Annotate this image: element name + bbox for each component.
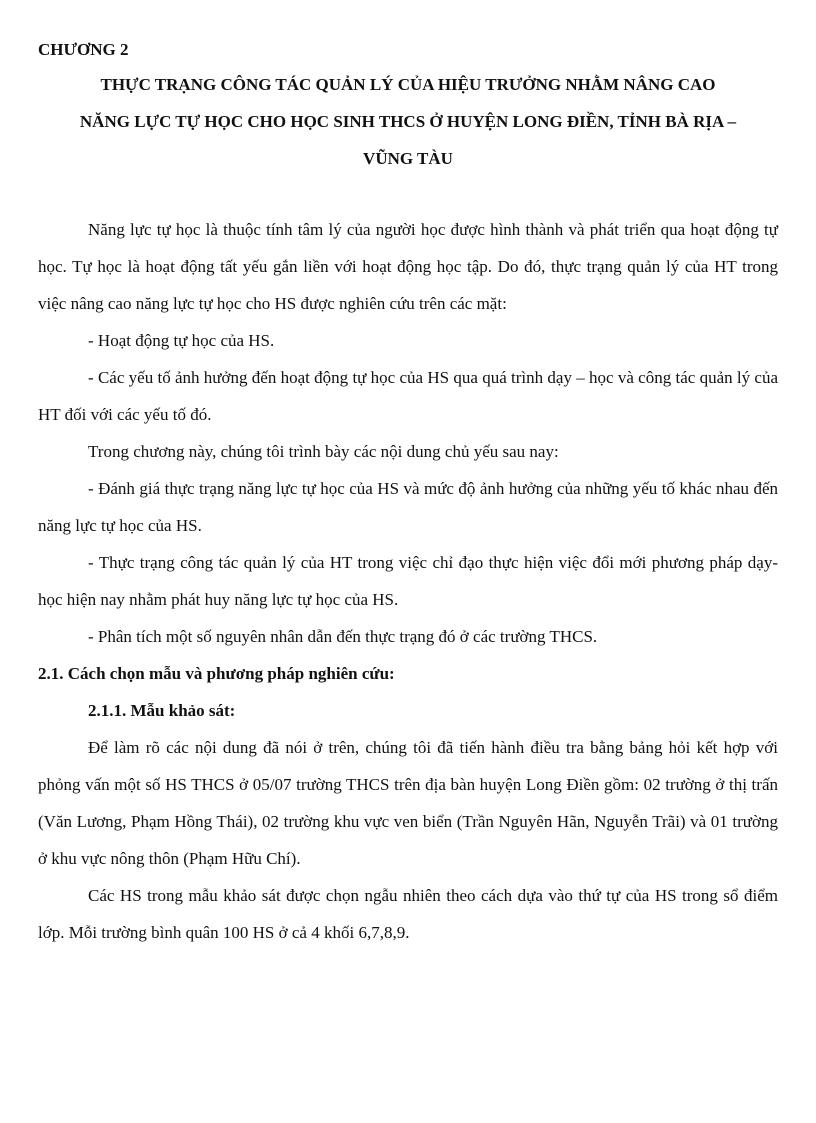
intro-bullet-4: - Thực trạng công tác quản lý của HT trong việc chỉ đạo thực hiện việc đổi mới phương pháp dạy- học hiện nay nhằm phát huy năng lực tự học của HS. xyxy=(38,553,778,609)
survey-paragraph-1: Để làm rõ các nội dung đã nói ở trên, chúng tôi đã tiến hành điều tra bằng bảng hỏi kết hợp với phỏng vấn một số HS THCS ở 05/07 trường THCS trên địa bàn huyện Long Điền gồm: 02 trường ở thị trấn (Văn Lương, Phạm Hồng Thái), 02 trường khu vực ven biển (Trần Nguyên Hãn, Nguyễn Trãi) và 01 trường ở khu vực nông thôn (Phạm Hữu Chí). xyxy=(38,738,778,868)
intro-bullet-5: - Phân tích một số nguyên nhân dẫn đến thực trạng đó ở các trường THCS. xyxy=(88,627,598,646)
intro-paragraph-1: Năng lực tự học là thuộc tính tâm lý của người học được hình thành và phát triển qua hoạt động tự học. Tự học là hoạt động tất yếu gắn liền với hoạt động học tập. Do đó, thực trạng quản lý của HT trong việc nâng cao năng lực tự học cho HS được nghiên cứu trên các mặt: xyxy=(38,220,778,313)
intro-paragraph-2: Trong chương này, chúng tôi trình bày các nội dung chủ yếu sau nay: xyxy=(88,442,559,461)
intro-bullet-2: - Các yếu tố ảnh hưởng đến hoạt động tự học của HS qua quá trình dạy – học và công tác quản lý của HT đối với các yếu tố đó. xyxy=(38,368,778,424)
subsection-heading-2-1-1: 2.1.1. Mẫu khảo sát: xyxy=(88,701,236,720)
intro-bullet-1: - Hoạt động tự học của HS. xyxy=(88,331,275,350)
chapter-body xyxy=(38,211,778,951)
document-page xyxy=(38,38,778,951)
chapter-title-line-2: NĂNG LỰC TỰ HỌC CHO HỌC SINH THCS Ở HUYỆN LONG ĐIỀN, TỈNH BÀ RỊA – xyxy=(79,112,737,131)
section-heading-2-1: 2.1. Cách chọn mẫu và phương pháp nghiên cứu: xyxy=(38,664,395,683)
chapter-label: CHƯƠNG 2 xyxy=(38,40,129,59)
chapter-title xyxy=(38,66,778,177)
survey-paragraph-2: Các HS trong mẫu khảo sát được chọn ngẫu nhiên theo cách dựa vào thứ tự của HS trong sổ điểm lớp. Mỗi trường bình quân 100 HS ở cả 4 khối 6,7,8,9. xyxy=(38,886,778,942)
intro-bullet-3: - Đánh giá thực trạng năng lực tự học của HS và mức độ ảnh hưởng của những yếu tố khác nhau đến năng lực tự học của HS. xyxy=(38,479,778,535)
chapter-title-line-1: THỰC TRẠNG CÔNG TÁC QUẢN LÝ CỦA HIỆU TRƯỞNG NHẰM NÂNG CAO xyxy=(100,75,716,94)
chapter-title-line-3: VŨNG TÀU xyxy=(363,149,453,168)
